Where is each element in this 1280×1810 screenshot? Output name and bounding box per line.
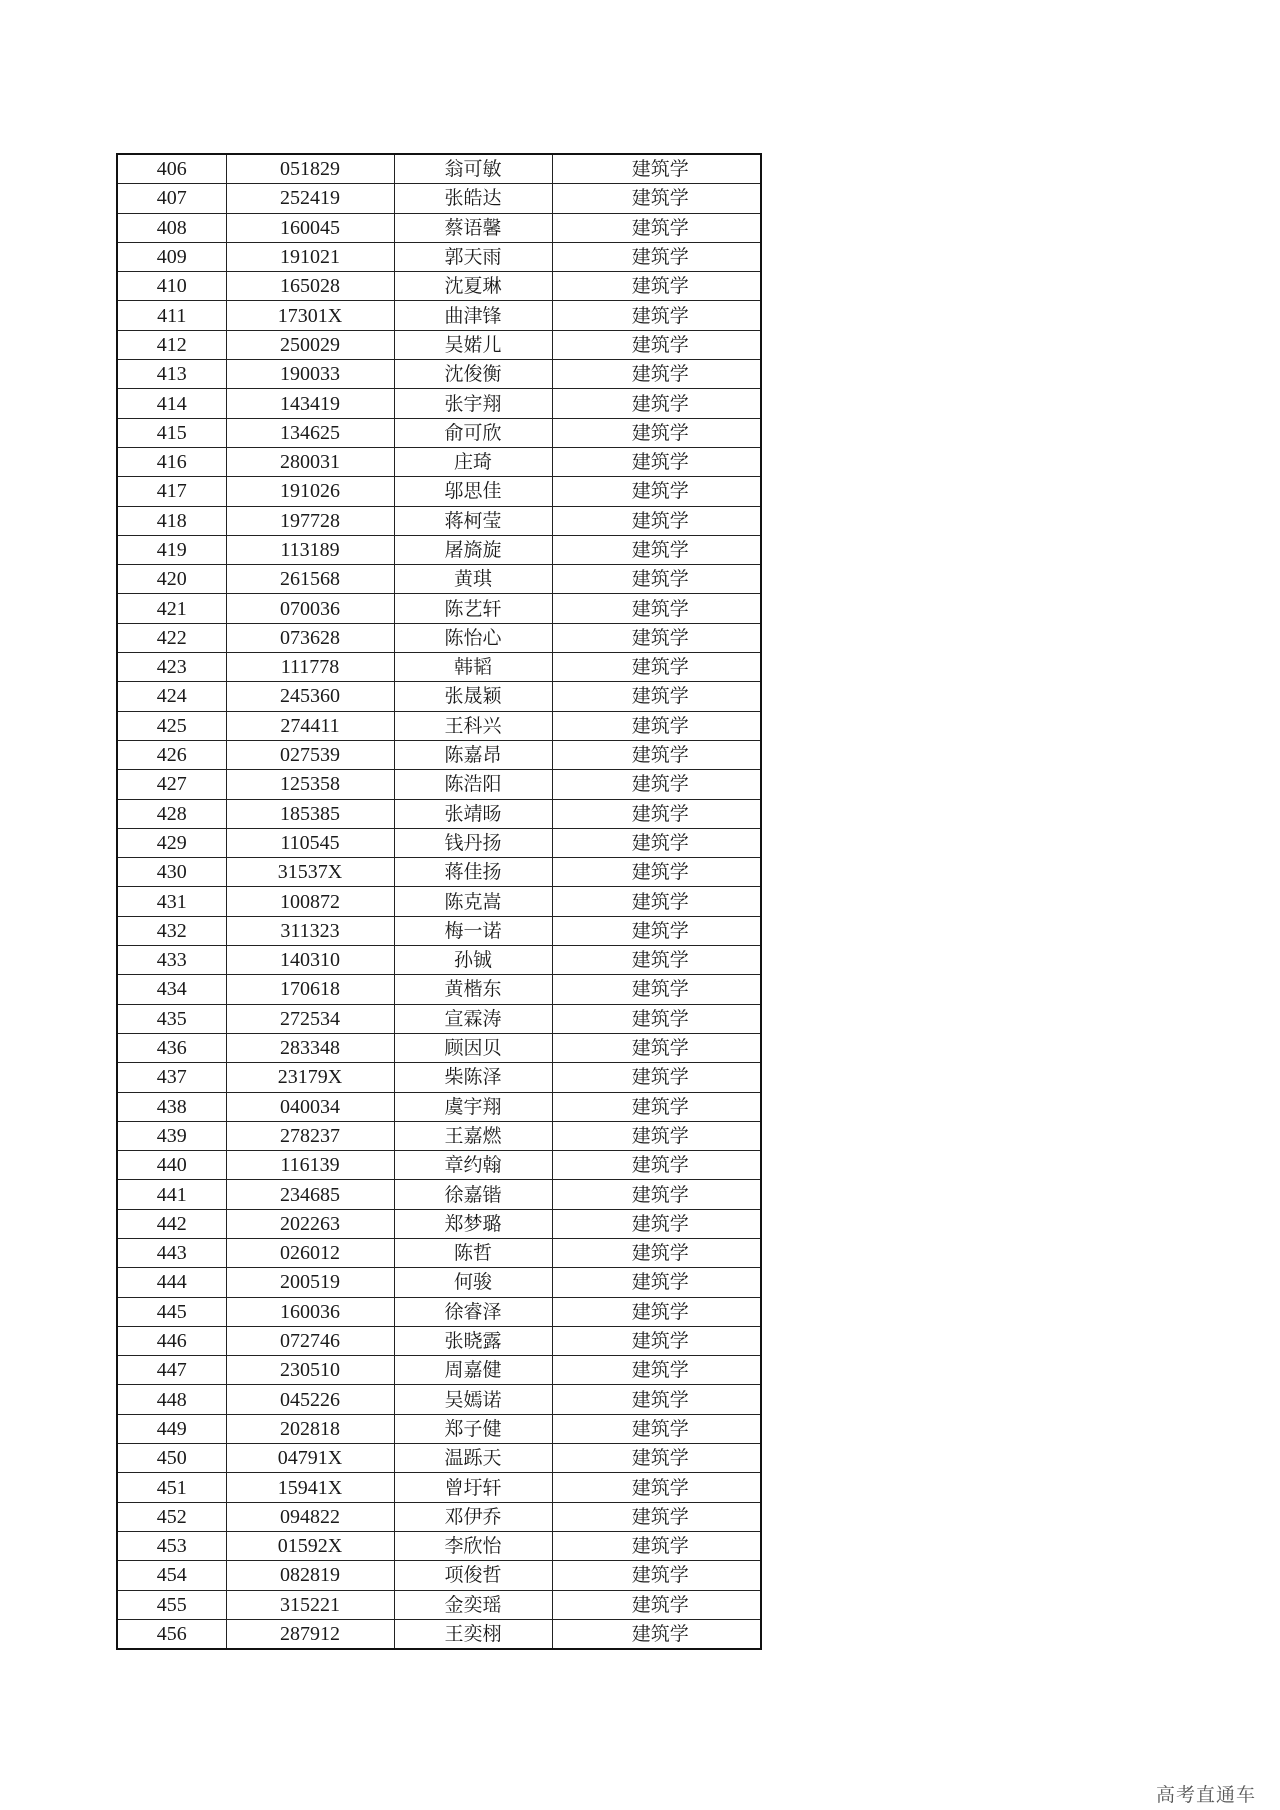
table-row: [117, 594, 761, 623]
candidate-id-cell: 094822: [226, 1502, 394, 1531]
table-row: [117, 213, 761, 242]
student-name-cell: 陈哲: [394, 1238, 552, 1267]
student-name-cell: 曲津锋: [394, 301, 552, 330]
major-cell: 建筑学: [552, 1033, 761, 1062]
major-cell: 建筑学: [552, 799, 761, 828]
candidate-id-cell: 027539: [226, 740, 394, 769]
candidate-id-cell: 202263: [226, 1209, 394, 1238]
table-row: [117, 653, 761, 682]
table-row: [117, 360, 761, 389]
table-row: [117, 1033, 761, 1062]
major-cell: 建筑学: [552, 565, 761, 594]
student-name-cell: 孙铖: [394, 946, 552, 975]
candidate-id-cell: 261568: [226, 565, 394, 594]
major-cell: 建筑学: [552, 242, 761, 271]
major-cell: 建筑学: [552, 447, 761, 476]
row-number-cell: 442: [117, 1209, 226, 1238]
roster-table-body: [117, 154, 761, 1649]
candidate-id-cell: 31537X: [226, 858, 394, 887]
student-name-cell: 梅一诺: [394, 916, 552, 945]
row-number-cell: 421: [117, 594, 226, 623]
row-number-cell: 440: [117, 1151, 226, 1180]
student-name-cell: 李欣怡: [394, 1531, 552, 1560]
candidate-id-cell: 143419: [226, 389, 394, 418]
major-cell: 建筑学: [552, 1092, 761, 1121]
major-cell: 建筑学: [552, 653, 761, 682]
candidate-id-cell: 287912: [226, 1619, 394, 1649]
candidate-id-cell: 17301X: [226, 301, 394, 330]
table-row: [117, 682, 761, 711]
candidate-id-cell: 190033: [226, 360, 394, 389]
row-number-cell: 411: [117, 301, 226, 330]
major-cell: 建筑学: [552, 272, 761, 301]
student-name-cell: 屠旖旋: [394, 535, 552, 564]
table-row: [117, 1238, 761, 1267]
candidate-id-cell: 274411: [226, 711, 394, 740]
table-row: [117, 887, 761, 916]
row-number-cell: 422: [117, 623, 226, 652]
table-row: [117, 418, 761, 447]
major-cell: 建筑学: [552, 682, 761, 711]
watermark-text: 高考直通车: [1155, 1784, 1256, 1806]
student-name-cell: 吴嫣诺: [394, 1385, 552, 1414]
candidate-id-cell: 245360: [226, 682, 394, 711]
major-cell: 建筑学: [552, 1209, 761, 1238]
row-number-cell: 413: [117, 360, 226, 389]
table-row: [117, 1590, 761, 1619]
student-name-cell: 郭天雨: [394, 242, 552, 271]
student-name-cell: 温跞天: [394, 1444, 552, 1473]
table-row: [117, 272, 761, 301]
table-row: [117, 330, 761, 359]
student-name-cell: 郑梦璐: [394, 1209, 552, 1238]
table-row: [117, 184, 761, 213]
candidate-id-cell: 160036: [226, 1297, 394, 1326]
student-name-cell: 虞宇翔: [394, 1092, 552, 1121]
table-row: [117, 1473, 761, 1502]
table-row: [117, 1268, 761, 1297]
table-row: [117, 770, 761, 799]
row-number-cell: 407: [117, 184, 226, 213]
major-cell: 建筑学: [552, 1063, 761, 1092]
student-name-cell: 张宇翔: [394, 389, 552, 418]
candidate-id-cell: 197728: [226, 506, 394, 535]
row-number-cell: 406: [117, 154, 226, 184]
major-cell: 建筑学: [552, 535, 761, 564]
student-name-cell: 何骏: [394, 1268, 552, 1297]
major-cell: 建筑学: [552, 828, 761, 857]
row-number-cell: 432: [117, 916, 226, 945]
row-number-cell: 431: [117, 887, 226, 916]
candidate-id-cell: 082819: [226, 1561, 394, 1590]
major-cell: 建筑学: [552, 623, 761, 652]
student-name-cell: 翁可敏: [394, 154, 552, 184]
candidate-id-cell: 283348: [226, 1033, 394, 1062]
row-number-cell: 443: [117, 1238, 226, 1267]
candidate-id-cell: 230510: [226, 1356, 394, 1385]
table-row: [117, 623, 761, 652]
row-number-cell: 434: [117, 975, 226, 1004]
table-row: [117, 946, 761, 975]
candidate-id-cell: 110545: [226, 828, 394, 857]
student-name-cell: 陈浩阳: [394, 770, 552, 799]
major-cell: 建筑学: [552, 301, 761, 330]
major-cell: 建筑学: [552, 330, 761, 359]
row-number-cell: 435: [117, 1004, 226, 1033]
table-row: [117, 828, 761, 857]
table-row: [117, 858, 761, 887]
row-number-cell: 425: [117, 711, 226, 740]
candidate-id-cell: 191026: [226, 477, 394, 506]
table-row: [117, 1151, 761, 1180]
student-name-cell: 邓伊乔: [394, 1502, 552, 1531]
student-name-cell: 章约翰: [394, 1151, 552, 1180]
candidate-id-cell: 278237: [226, 1121, 394, 1150]
row-number-cell: 430: [117, 858, 226, 887]
row-number-cell: 445: [117, 1297, 226, 1326]
table-row: [117, 1063, 761, 1092]
candidate-id-cell: 073628: [226, 623, 394, 652]
table-row: [117, 711, 761, 740]
student-name-cell: 邬思佳: [394, 477, 552, 506]
major-cell: 建筑学: [552, 975, 761, 1004]
row-number-cell: 433: [117, 946, 226, 975]
student-name-cell: 王奕栩: [394, 1619, 552, 1649]
table-row: [117, 916, 761, 945]
admission-roster-table: [116, 153, 762, 1650]
student-name-cell: 沈俊衡: [394, 360, 552, 389]
row-number-cell: 415: [117, 418, 226, 447]
row-number-cell: 414: [117, 389, 226, 418]
table-row: [117, 1326, 761, 1355]
student-name-cell: 韩韬: [394, 653, 552, 682]
table-row: [117, 799, 761, 828]
candidate-id-cell: 134625: [226, 418, 394, 447]
major-cell: 建筑学: [552, 1356, 761, 1385]
table-row: [117, 1561, 761, 1590]
table-row: [117, 1180, 761, 1209]
major-cell: 建筑学: [552, 1502, 761, 1531]
student-name-cell: 俞可欣: [394, 418, 552, 447]
student-name-cell: 庄琦: [394, 447, 552, 476]
student-name-cell: 张晟颖: [394, 682, 552, 711]
table-row: [117, 1444, 761, 1473]
major-cell: 建筑学: [552, 1326, 761, 1355]
major-cell: 建筑学: [552, 1004, 761, 1033]
row-number-cell: 410: [117, 272, 226, 301]
table-row: [117, 1619, 761, 1649]
row-number-cell: 456: [117, 1619, 226, 1649]
candidate-id-cell: 191021: [226, 242, 394, 271]
candidate-id-cell: 116139: [226, 1151, 394, 1180]
table-row: [117, 1121, 761, 1150]
table-row: [117, 1297, 761, 1326]
major-cell: 建筑学: [552, 770, 761, 799]
candidate-id-cell: 272534: [226, 1004, 394, 1033]
major-cell: 建筑学: [552, 740, 761, 769]
table-row: [117, 1209, 761, 1238]
major-cell: 建筑学: [552, 1297, 761, 1326]
student-name-cell: 陈嘉昂: [394, 740, 552, 769]
candidate-id-cell: 185385: [226, 799, 394, 828]
table-row: [117, 740, 761, 769]
row-number-cell: 453: [117, 1531, 226, 1560]
student-name-cell: 宣霖涛: [394, 1004, 552, 1033]
row-number-cell: 426: [117, 740, 226, 769]
major-cell: 建筑学: [552, 477, 761, 506]
major-cell: 建筑学: [552, 418, 761, 447]
major-cell: 建筑学: [552, 711, 761, 740]
row-number-cell: 418: [117, 506, 226, 535]
row-number-cell: 455: [117, 1590, 226, 1619]
major-cell: 建筑学: [552, 1238, 761, 1267]
candidate-id-cell: 01592X: [226, 1531, 394, 1560]
student-name-cell: 蒋柯莹: [394, 506, 552, 535]
candidate-id-cell: 202818: [226, 1414, 394, 1443]
table-row: [117, 506, 761, 535]
major-cell: 建筑学: [552, 1268, 761, 1297]
student-name-cell: 金奕瑶: [394, 1590, 552, 1619]
student-name-cell: 张靖旸: [394, 799, 552, 828]
candidate-id-cell: 051829: [226, 154, 394, 184]
student-name-cell: 蔡语馨: [394, 213, 552, 242]
major-cell: 建筑学: [552, 916, 761, 945]
student-name-cell: 陈克嵩: [394, 887, 552, 916]
row-number-cell: 449: [117, 1414, 226, 1443]
table-row: [117, 1531, 761, 1560]
student-name-cell: 黄琪: [394, 565, 552, 594]
candidate-id-cell: 170618: [226, 975, 394, 1004]
row-number-cell: 437: [117, 1063, 226, 1092]
candidate-id-cell: 100872: [226, 887, 394, 916]
row-number-cell: 419: [117, 535, 226, 564]
table-row: [117, 1004, 761, 1033]
row-number-cell: 454: [117, 1561, 226, 1590]
student-name-cell: 柴陈泽: [394, 1063, 552, 1092]
candidate-id-cell: 165028: [226, 272, 394, 301]
major-cell: 建筑学: [552, 1444, 761, 1473]
candidate-id-cell: 072746: [226, 1326, 394, 1355]
table-row: [117, 565, 761, 594]
student-name-cell: 黄楷东: [394, 975, 552, 1004]
row-number-cell: 429: [117, 828, 226, 857]
major-cell: 建筑学: [552, 1590, 761, 1619]
candidate-id-cell: 280031: [226, 447, 394, 476]
student-name-cell: 陈艺轩: [394, 594, 552, 623]
major-cell: 建筑学: [552, 1561, 761, 1590]
candidate-id-cell: 160045: [226, 213, 394, 242]
major-cell: 建筑学: [552, 946, 761, 975]
table-row: [117, 1385, 761, 1414]
row-number-cell: 408: [117, 213, 226, 242]
table-row: [117, 477, 761, 506]
candidate-id-cell: 315221: [226, 1590, 394, 1619]
table-row: [117, 1092, 761, 1121]
candidate-id-cell: 070036: [226, 594, 394, 623]
row-number-cell: 452: [117, 1502, 226, 1531]
table-row: [117, 242, 761, 271]
row-number-cell: 436: [117, 1033, 226, 1062]
student-name-cell: 项俊哲: [394, 1561, 552, 1590]
row-number-cell: 444: [117, 1268, 226, 1297]
student-name-cell: 王嘉燃: [394, 1121, 552, 1150]
student-name-cell: 王科兴: [394, 711, 552, 740]
candidate-id-cell: 04791X: [226, 1444, 394, 1473]
student-name-cell: 蒋佳扬: [394, 858, 552, 887]
major-cell: 建筑学: [552, 887, 761, 916]
row-number-cell: 420: [117, 565, 226, 594]
row-number-cell: 446: [117, 1326, 226, 1355]
table-row: [117, 154, 761, 184]
major-cell: 建筑学: [552, 184, 761, 213]
student-name-cell: 周嘉健: [394, 1356, 552, 1385]
table-row: [117, 1502, 761, 1531]
candidate-id-cell: 125358: [226, 770, 394, 799]
major-cell: 建筑学: [552, 1385, 761, 1414]
major-cell: 建筑学: [552, 389, 761, 418]
row-number-cell: 441: [117, 1180, 226, 1209]
student-name-cell: 张晓露: [394, 1326, 552, 1355]
student-name-cell: 顾因贝: [394, 1033, 552, 1062]
table-row: [117, 1414, 761, 1443]
student-name-cell: 郑子健: [394, 1414, 552, 1443]
candidate-id-cell: 311323: [226, 916, 394, 945]
student-name-cell: 陈怡心: [394, 623, 552, 652]
student-name-cell: 徐嘉锴: [394, 1180, 552, 1209]
major-cell: 建筑学: [552, 858, 761, 887]
table-row: [117, 535, 761, 564]
row-number-cell: 416: [117, 447, 226, 476]
row-number-cell: 450: [117, 1444, 226, 1473]
student-name-cell: 徐睿泽: [394, 1297, 552, 1326]
candidate-id-cell: 15941X: [226, 1473, 394, 1502]
row-number-cell: 409: [117, 242, 226, 271]
candidate-id-cell: 200519: [226, 1268, 394, 1297]
row-number-cell: 417: [117, 477, 226, 506]
row-number-cell: 451: [117, 1473, 226, 1502]
major-cell: 建筑学: [552, 213, 761, 242]
major-cell: 建筑学: [552, 154, 761, 184]
candidate-id-cell: 040034: [226, 1092, 394, 1121]
major-cell: 建筑学: [552, 1414, 761, 1443]
candidate-id-cell: 234685: [226, 1180, 394, 1209]
major-cell: 建筑学: [552, 360, 761, 389]
major-cell: 建筑学: [552, 1473, 761, 1502]
major-cell: 建筑学: [552, 1180, 761, 1209]
student-name-cell: 沈夏琳: [394, 272, 552, 301]
candidate-id-cell: 252419: [226, 184, 394, 213]
row-number-cell: 439: [117, 1121, 226, 1150]
major-cell: 建筑学: [552, 594, 761, 623]
major-cell: 建筑学: [552, 1121, 761, 1150]
student-name-cell: 钱丹扬: [394, 828, 552, 857]
row-number-cell: 438: [117, 1092, 226, 1121]
major-cell: 建筑学: [552, 506, 761, 535]
row-number-cell: 412: [117, 330, 226, 359]
major-cell: 建筑学: [552, 1531, 761, 1560]
candidate-id-cell: 045226: [226, 1385, 394, 1414]
table-row: [117, 975, 761, 1004]
candidate-id-cell: 113189: [226, 535, 394, 564]
candidate-id-cell: 23179X: [226, 1063, 394, 1092]
candidate-id-cell: 140310: [226, 946, 394, 975]
candidate-id-cell: 250029: [226, 330, 394, 359]
row-number-cell: 447: [117, 1356, 226, 1385]
student-name-cell: 曾圩轩: [394, 1473, 552, 1502]
row-number-cell: 428: [117, 799, 226, 828]
table-row: [117, 1356, 761, 1385]
student-name-cell: 吴婼儿: [394, 330, 552, 359]
major-cell: 建筑学: [552, 1151, 761, 1180]
major-cell: 建筑学: [552, 1619, 761, 1649]
table-row: [117, 301, 761, 330]
student-name-cell: 张皓达: [394, 184, 552, 213]
row-number-cell: 427: [117, 770, 226, 799]
table-row: [117, 389, 761, 418]
table-row: [117, 447, 761, 476]
row-number-cell: 423: [117, 653, 226, 682]
row-number-cell: 424: [117, 682, 226, 711]
row-number-cell: 448: [117, 1385, 226, 1414]
candidate-id-cell: 026012: [226, 1238, 394, 1267]
candidate-id-cell: 111778: [226, 653, 394, 682]
